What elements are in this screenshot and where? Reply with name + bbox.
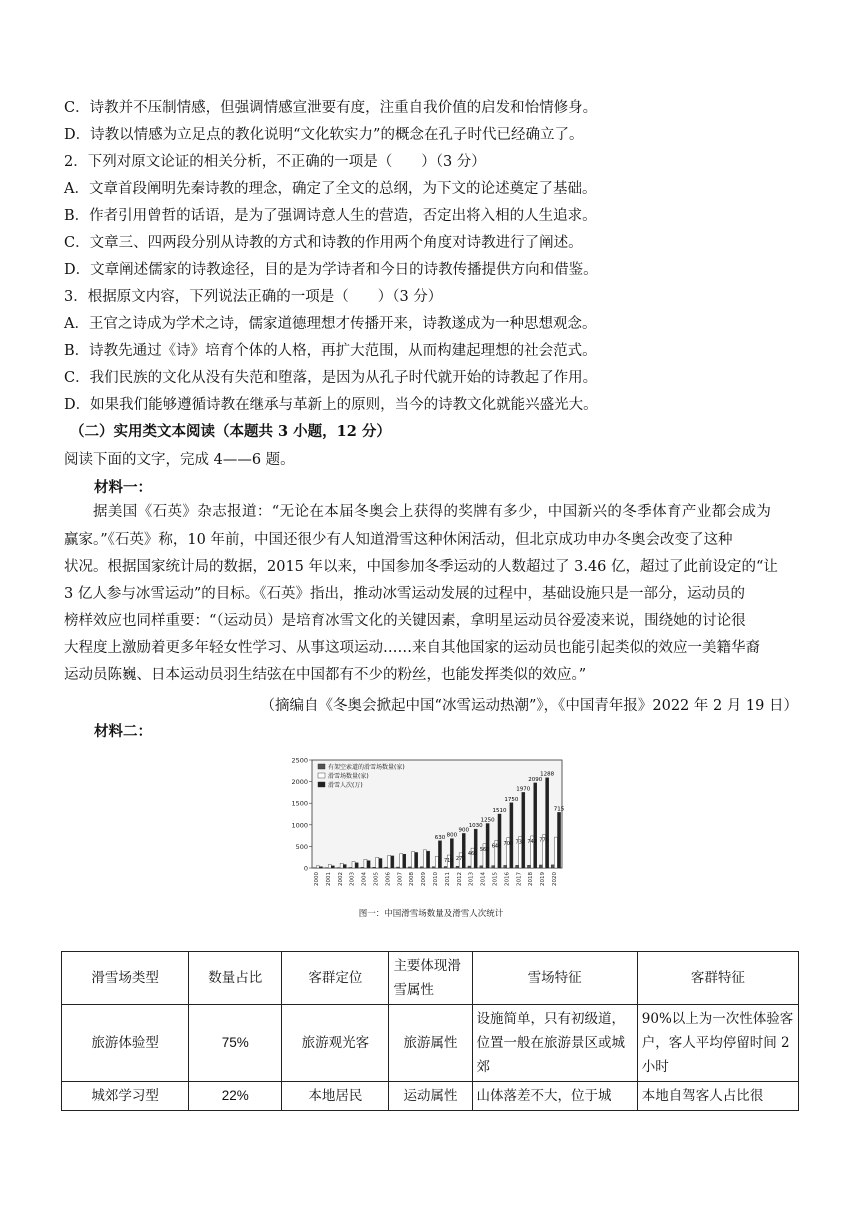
x-tick-label: 2016	[504, 872, 511, 886]
material-1-line: 据美国《石英》杂志报道：“无论在本届冬奥会上获得的奖牌有多少，中国新兴的冬季体育产业都会成为	[93, 504, 772, 520]
table-row	[62, 1082, 799, 1111]
table-header-row	[62, 952, 799, 1005]
table-cell: 山体落差不大，位于城	[472, 1082, 637, 1111]
bar-2	[546, 778, 549, 868]
q2-option-c: C．文章三、四两段分别从诗教的方式和诗教的作用两个角度对诗教进行了阐述。	[64, 235, 583, 251]
bar-2	[438, 841, 441, 868]
data-label: 646	[491, 843, 502, 850]
bar-2	[510, 803, 513, 868]
chart-caption: 图一：中国滑雪场数量及滑雪人次统计	[358, 909, 504, 919]
bar-2	[486, 824, 489, 868]
x-tick-label: 2018	[528, 872, 535, 886]
table-cell: 旅游体验型	[62, 1005, 189, 1082]
bar-2	[379, 858, 382, 868]
data-label: 1970	[516, 786, 531, 793]
data-label: 630	[434, 834, 446, 841]
x-tick-label: 2020	[552, 872, 559, 886]
bar-0	[397, 867, 400, 868]
x-tick-label: 2010	[433, 872, 439, 886]
bar-2	[367, 861, 370, 868]
bar-0	[385, 867, 388, 868]
data-label: 1750	[504, 796, 519, 803]
bar-2	[498, 814, 501, 868]
y-tick-label: 1500	[291, 799, 308, 808]
y-tick-label: 0	[303, 864, 308, 873]
material-1-line: 榜样效应也同样重要：“（运动员）是培育冰雪文化的关键因素，拿明星运动员谷爱凌来说，围绕她的讨论很	[64, 613, 746, 629]
data-label: 1250	[480, 817, 495, 824]
bar-1	[412, 852, 415, 868]
bar-0	[361, 867, 364, 868]
data-label: 2090	[528, 776, 543, 783]
section-instruction: 阅读下面的文字，完成 4——6 题。	[64, 452, 295, 468]
table-cell: 设施简单，只有初级道，位置一般在旅游景区或城郊	[472, 1005, 637, 1082]
table-cell: 75%	[189, 1005, 282, 1082]
material-1-line: 3 亿人参与冰雪运动”的目标。《石英》指出，推动冰雪运动发展的过程中，基础设施只是一部分，运动员的	[64, 586, 745, 602]
table-header-cell: 主要体现滑雪属性	[389, 952, 472, 1005]
bar-1	[364, 859, 367, 868]
x-tick-label: 2000	[313, 872, 320, 886]
x-tick-label: 2014	[480, 872, 487, 886]
y-tick-label: 2000	[291, 778, 308, 787]
y-tick-label: 1000	[291, 821, 308, 830]
bar-2	[474, 829, 477, 868]
legend-label: 滑雪场数量(家)	[328, 773, 369, 780]
x-tick-label: 2003	[349, 872, 356, 886]
bar-0	[408, 867, 411, 868]
bar-0	[456, 866, 459, 868]
material-1-line: 运动员陈巍、日本运动员羽生结弦在中国都有不少的粉丝，也能发挥类似的效应。”	[64, 667, 587, 683]
legend-label: 有架空索道的滑雪场数量(家)	[328, 764, 405, 771]
data-label: 742	[527, 838, 537, 845]
bar-0	[480, 866, 483, 868]
data-label: 715	[553, 806, 565, 813]
bar-2	[557, 812, 560, 868]
bar-2	[462, 833, 465, 868]
bar-2	[427, 851, 430, 868]
q2-option-d: D．文章阐述儒家的诗教途径，目的是为学诗者和今日的诗教传播提供方向和借鉴。	[64, 262, 598, 278]
bar-0	[492, 866, 495, 868]
legend-swatch	[318, 773, 325, 778]
bar-1	[400, 854, 403, 868]
table-header-cell: 数量占比	[189, 952, 282, 1005]
bar-0	[527, 865, 530, 868]
table-row	[62, 1005, 799, 1082]
bar-2	[522, 792, 525, 868]
data-label: 460	[467, 851, 478, 858]
table-header-cell: 雪场特征	[472, 952, 637, 1005]
material-1-line: 大程度上激励着更多年轻女性学习、从事这项运动……来自其他国家的运动员也能引起类似的效应一美籍华裔	[64, 640, 760, 656]
table-cell: 22%	[189, 1082, 282, 1111]
legend-label: 滑雪人次(万)	[328, 782, 363, 789]
x-tick-label: 2008	[409, 872, 416, 886]
bar-0	[539, 865, 542, 868]
bar-2	[319, 867, 322, 868]
table-cell: 旅游属性	[389, 1005, 472, 1082]
q2-option-a: A．文章首段阐明先秦诗教的理念，确定了全文的总纲，为下文的论述奠定了基础。	[64, 181, 597, 197]
bar-2	[331, 866, 334, 868]
bar-0	[373, 867, 376, 868]
ski-resort-table	[61, 951, 799, 1111]
table-header-cell: 滑雪场类型	[62, 952, 189, 1005]
table-cell: 本地居民	[282, 1082, 389, 1111]
bar-2	[534, 783, 537, 868]
x-tick-label: 2009	[421, 872, 428, 886]
bar-1	[340, 863, 343, 868]
q3-option-b: B．诗教先通过《诗》培育个体的人格，再扩大范围，从而构建起理想的社会范式。	[64, 343, 597, 359]
x-tick-label: 2001	[325, 872, 332, 886]
table-cell: 城郊学习型	[62, 1082, 189, 1111]
bar-0	[420, 867, 423, 868]
bar-0	[468, 866, 471, 868]
chart-canvas	[286, 752, 576, 907]
x-tick-label: 2013	[468, 872, 475, 886]
bar-1	[388, 855, 391, 868]
bar-1	[435, 856, 438, 868]
bar-0	[516, 865, 519, 868]
bar-1	[316, 866, 319, 868]
x-tick-label: 2017	[516, 872, 523, 886]
x-tick-label: 2015	[492, 872, 499, 886]
table-header-cell: 客群特征	[637, 952, 798, 1005]
data-label: 700	[503, 840, 514, 847]
material-1-text	[64, 499, 800, 527]
data-label: 770	[539, 837, 549, 844]
data-label: 1030	[468, 823, 483, 830]
data-label: 560	[479, 846, 490, 853]
data-label: 1288	[540, 771, 555, 778]
material-1-source: （摘编自《冬奥会掀起中国“冰雪运动热潮”》，《中国青年报》2022 年 2 月 19 日）	[260, 698, 798, 714]
table-cell: 运动属性	[389, 1082, 472, 1111]
data-label: 732	[515, 839, 525, 846]
table-header-cell: 客群定位	[282, 952, 389, 1005]
bar-0	[432, 867, 435, 868]
bar-2	[403, 854, 406, 868]
legend-swatch	[318, 782, 325, 787]
x-tick-label: 2019	[540, 872, 547, 886]
bar-1	[328, 865, 331, 868]
bar-0	[444, 866, 447, 868]
material-1-label: 材料一：	[94, 479, 152, 496]
table-cell: 旅游观光客	[282, 1005, 389, 1082]
option-c-line: C．诗教并不压制情感，但强调情感宣泄要有度，注重自我价值的启发和怡情修身。	[64, 100, 598, 116]
section-title: （二）实用类文本阅读（本题共 3 小题，12 分）	[70, 423, 391, 440]
bar-1	[352, 862, 355, 868]
x-tick-label: 2004	[361, 872, 368, 886]
question-2: 2．下列对原文论证的相关分析，不正确的一项是（ ）（3 分）	[64, 154, 486, 170]
bar-2	[355, 863, 358, 868]
data-label: 270	[455, 855, 466, 862]
bar-1	[554, 837, 557, 868]
x-tick-label: 2011	[444, 872, 451, 886]
bar-0	[551, 865, 554, 868]
x-tick-label: 2012	[456, 872, 463, 886]
data-label: 900	[458, 827, 470, 834]
material-2-label: 材料二：	[94, 723, 152, 740]
bar-1	[376, 857, 379, 868]
data-label: 800	[446, 832, 458, 839]
bar-0	[504, 865, 507, 868]
y-tick-label: 2500	[291, 756, 308, 765]
bar-2	[343, 865, 346, 868]
option-d-line: D．诗教以情感为立足点的教化说明“文化软实力”的概念在孔子时代已经确立了。	[64, 127, 584, 143]
q2-option-b: B．作者引用曾哲的话语，是为了强调诗意人生的营造，否定出将入相的人生追求。	[64, 208, 597, 224]
y-tick-label: 500	[295, 842, 308, 851]
bar-1	[423, 850, 426, 868]
bar-2	[415, 852, 418, 868]
q3-option-a: A．王官之诗成为学术之诗，儒家道德理想才传播开来，诗教遂成为一种思想观念。	[64, 316, 597, 332]
table-cell: 本地自驾客人占比很	[637, 1082, 798, 1111]
q3-option-c: C．我们民族的文化从没有失范和堕落，是因为从孔子时代就开始的诗教起了作用。	[64, 370, 598, 386]
material-1-line: 赢家。”《石英》称，10 年前，中国还很少有人知道滑雪这种休闲活动，但北京成功申办冬奥会改变了这种	[64, 532, 733, 548]
q3-option-d: D．如果我们能够遵循诗教在继承与革新上的原则，当今的诗教文化就能兴盛光大。	[64, 397, 598, 413]
bar-2	[391, 856, 394, 868]
data-label: 1510	[492, 808, 507, 814]
x-tick-label: 2002	[337, 872, 344, 886]
data-label: 715	[444, 858, 454, 865]
table-cell: 90%以上为一次性体验客户，客人平均停留时间 2 小时	[637, 1005, 798, 1082]
legend-swatch	[318, 764, 325, 769]
material-1-line: 状况。根据国家统计局的数据，2015 年以来，中国参加冬季运动的人数超过了 3.46 亿，超过了此前设定的“让	[64, 559, 778, 575]
ski-resort-chart	[286, 752, 576, 922]
x-tick-label: 2005	[373, 872, 380, 886]
x-tick-label: 2007	[397, 872, 404, 886]
bar-0	[349, 867, 352, 868]
x-tick-label: 2006	[385, 872, 392, 886]
question-3: 3．根据原文内容，下列说法正确的一项是（ ）（3 分）	[64, 289, 443, 305]
